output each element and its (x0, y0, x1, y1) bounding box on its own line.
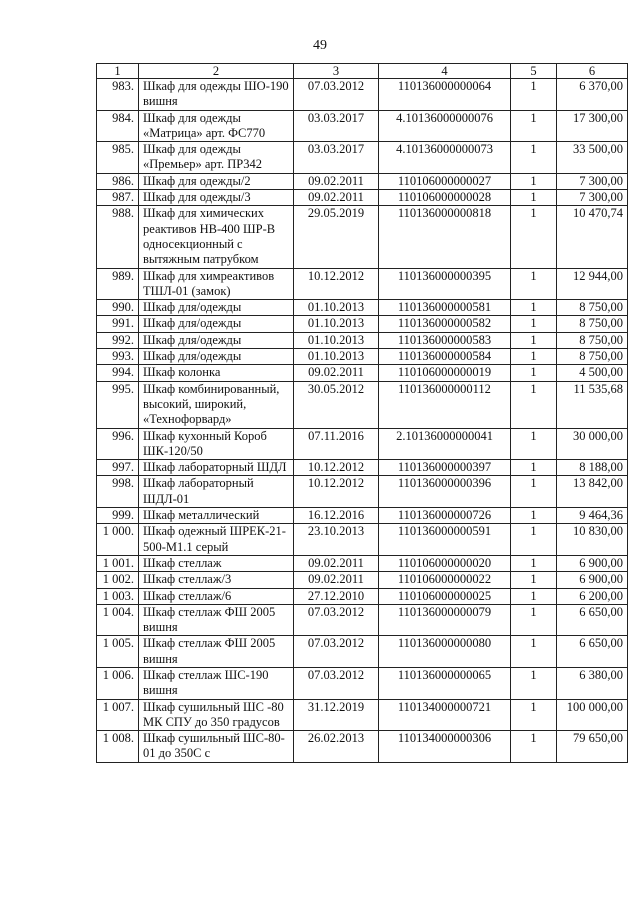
item-name: Шкаф для/одежды (139, 349, 294, 365)
quantity: 1 (511, 667, 557, 699)
table-row (97, 588, 628, 604)
item-name: Шкаф сушильный ШС -80 МК СПУ до 350 градусов (139, 699, 294, 731)
table-row (97, 508, 628, 524)
row-number: 984. (97, 110, 139, 142)
acquisition-date: 09.02.2011 (294, 555, 379, 571)
inventory-number: 2.10136000000041 (379, 428, 511, 460)
cost: 12 944,00 (557, 268, 628, 300)
quantity: 1 (511, 476, 557, 508)
acquisition-date: 03.03.2017 (294, 110, 379, 142)
table-row (97, 636, 628, 668)
inventory-number: 110106000000019 (379, 365, 511, 381)
column-header: 6 (557, 64, 628, 79)
cost: 10 830,00 (557, 524, 628, 556)
item-name: Шкаф лабораторный ШДЛ-01 (139, 476, 294, 508)
item-name: Шкаф стеллаж ФШ 2005 вишня (139, 636, 294, 668)
inventory-number: 110134000000721 (379, 699, 511, 731)
inventory-number: 110136000000112 (379, 381, 511, 428)
cost: 11 535,68 (557, 381, 628, 428)
row-number: 983. (97, 79, 139, 111)
quantity: 1 (511, 572, 557, 588)
acquisition-date: 07.03.2012 (294, 604, 379, 636)
cost: 13 842,00 (557, 476, 628, 508)
inventory-number: 110136000000065 (379, 667, 511, 699)
item-name: Шкаф стеллаж (139, 555, 294, 571)
row-number: 987. (97, 190, 139, 206)
table-row (97, 300, 628, 316)
table-row (97, 79, 628, 111)
item-name: Шкаф стеллаж ФШ 2005 вишня (139, 604, 294, 636)
quantity: 1 (511, 300, 557, 316)
acquisition-date: 03.03.2017 (294, 142, 379, 174)
table-row (97, 667, 628, 699)
table-row (97, 206, 628, 268)
quantity: 1 (511, 316, 557, 332)
cost: 6 200,00 (557, 588, 628, 604)
table-row (97, 173, 628, 189)
quantity: 1 (511, 381, 557, 428)
row-number: 996. (97, 428, 139, 460)
inventory-number: 110136000000396 (379, 476, 511, 508)
table-row (97, 332, 628, 348)
inventory-number: 110136000000726 (379, 508, 511, 524)
row-number: 999. (97, 508, 139, 524)
inventory-number: 110136000000818 (379, 206, 511, 268)
cost: 8 188,00 (557, 460, 628, 476)
acquisition-date: 01.10.2013 (294, 300, 379, 316)
acquisition-date: 09.02.2011 (294, 173, 379, 189)
quantity: 1 (511, 173, 557, 189)
column-header: 3 (294, 64, 379, 79)
inventory-table (96, 63, 628, 763)
cost: 100 000,00 (557, 699, 628, 731)
table-row (97, 381, 628, 428)
acquisition-date: 07.03.2012 (294, 79, 379, 111)
row-number: 990. (97, 300, 139, 316)
acquisition-date: 07.11.2016 (294, 428, 379, 460)
row-number: 1 007. (97, 699, 139, 731)
table-row (97, 365, 628, 381)
item-name: Шкаф сушильный ШС-80-01 до 350С с (139, 731, 294, 763)
item-name: Шкаф для/одежды (139, 300, 294, 316)
quantity: 1 (511, 604, 557, 636)
inventory-number: 110136000000584 (379, 349, 511, 365)
quantity: 1 (511, 190, 557, 206)
acquisition-date: 07.03.2012 (294, 667, 379, 699)
item-name: Шкаф одежный ШРЕК-21-500-М1.1 серый (139, 524, 294, 556)
cost: 8 750,00 (557, 300, 628, 316)
table-row (97, 268, 628, 300)
item-name: Шкаф лабораторный ШДЛ (139, 460, 294, 476)
quantity: 1 (511, 699, 557, 731)
item-name: Шкаф для/одежды (139, 332, 294, 348)
inventory-number: 110136000000397 (379, 460, 511, 476)
quantity: 1 (511, 636, 557, 668)
table-row (97, 349, 628, 365)
column-header: 2 (139, 64, 294, 79)
table-row (97, 731, 628, 763)
acquisition-date: 27.12.2010 (294, 588, 379, 604)
column-header: 5 (511, 64, 557, 79)
quantity: 1 (511, 349, 557, 365)
item-name: Шкаф для одежды/3 (139, 190, 294, 206)
item-name: Шкаф для химреактивов ТШЛ-01 (замок) (139, 268, 294, 300)
table-row (97, 699, 628, 731)
cost: 8 750,00 (557, 316, 628, 332)
row-number: 1 003. (97, 588, 139, 604)
item-name: Шкаф металлический (139, 508, 294, 524)
quantity: 1 (511, 508, 557, 524)
cost: 17 300,00 (557, 110, 628, 142)
row-number: 997. (97, 460, 139, 476)
row-number: 1 001. (97, 555, 139, 571)
inventory-number: 110106000000028 (379, 190, 511, 206)
page-number: 49 (313, 38, 327, 53)
table-row (97, 190, 628, 206)
inventory-number: 110136000000080 (379, 636, 511, 668)
cost: 7 300,00 (557, 190, 628, 206)
inventory-number: 110136000000395 (379, 268, 511, 300)
quantity: 1 (511, 332, 557, 348)
row-number: 1 004. (97, 604, 139, 636)
cost: 79 650,00 (557, 731, 628, 763)
item-name: Шкаф стеллаж ШС-190 вишня (139, 667, 294, 699)
acquisition-date: 10.12.2012 (294, 476, 379, 508)
row-number: 995. (97, 381, 139, 428)
item-name: Шкаф колонка (139, 365, 294, 381)
inventory-number: 110136000000591 (379, 524, 511, 556)
inventory-number: 110134000000306 (379, 731, 511, 763)
table-header-row (97, 64, 628, 79)
cost: 9 464,36 (557, 508, 628, 524)
acquisition-date: 31.12.2019 (294, 699, 379, 731)
quantity: 1 (511, 428, 557, 460)
inventory-number: 110136000000064 (379, 79, 511, 111)
cost: 6 370,00 (557, 79, 628, 111)
table-row (97, 604, 628, 636)
row-number: 998. (97, 476, 139, 508)
row-number: 986. (97, 173, 139, 189)
quantity: 1 (511, 460, 557, 476)
item-name: Шкаф для одежды «Матрица» арт. ФС770 (139, 110, 294, 142)
table-row (97, 572, 628, 588)
acquisition-date: 01.10.2013 (294, 349, 379, 365)
acquisition-date: 30.05.2012 (294, 381, 379, 428)
column-header: 1 (97, 64, 139, 79)
item-name: Шкаф для химических реактивов НВ-400 ШР-В односекционный с вытяжным патрубком (139, 206, 294, 268)
row-number: 993. (97, 349, 139, 365)
quantity: 1 (511, 588, 557, 604)
quantity: 1 (511, 365, 557, 381)
acquisition-date: 10.12.2012 (294, 460, 379, 476)
cost: 4 500,00 (557, 365, 628, 381)
quantity: 1 (511, 731, 557, 763)
table-row (97, 110, 628, 142)
inventory-number: 110136000000079 (379, 604, 511, 636)
item-name: Шкаф комбинированный, высокий, широкий, «Технофорвард» (139, 381, 294, 428)
cost: 8 750,00 (557, 349, 628, 365)
cost: 6 650,00 (557, 604, 628, 636)
quantity: 1 (511, 268, 557, 300)
acquisition-date: 29.05.2019 (294, 206, 379, 268)
cost: 7 300,00 (557, 173, 628, 189)
inventory-number: 110106000000027 (379, 173, 511, 189)
row-number: 992. (97, 332, 139, 348)
table-row (97, 428, 628, 460)
inventory-number: 110136000000582 (379, 316, 511, 332)
inventory-number: 110106000000025 (379, 588, 511, 604)
cost: 6 900,00 (557, 555, 628, 571)
quantity: 1 (511, 110, 557, 142)
row-number: 1 000. (97, 524, 139, 556)
item-name: Шкаф для одежды «Премьер» арт. ПР342 (139, 142, 294, 174)
table-row (97, 555, 628, 571)
quantity: 1 (511, 524, 557, 556)
row-number: 994. (97, 365, 139, 381)
inventory-number: 110136000000583 (379, 332, 511, 348)
acquisition-date: 16.12.2016 (294, 508, 379, 524)
item-name: Шкаф кухонный Короб ШК-120/50 (139, 428, 294, 460)
row-number: 1 008. (97, 731, 139, 763)
item-name: Шкаф для одежды/2 (139, 173, 294, 189)
acquisition-date: 01.10.2013 (294, 332, 379, 348)
row-number: 989. (97, 268, 139, 300)
row-number: 1 005. (97, 636, 139, 668)
acquisition-date: 09.02.2011 (294, 572, 379, 588)
cost: 6 650,00 (557, 636, 628, 668)
item-name: Шкаф для одежды ШО-190 вишня (139, 79, 294, 111)
cost: 8 750,00 (557, 332, 628, 348)
inventory-number: 4.10136000000073 (379, 142, 511, 174)
item-name: Шкаф стеллаж/3 (139, 572, 294, 588)
table-row (97, 476, 628, 508)
inventory-number: 110106000000022 (379, 572, 511, 588)
acquisition-date: 10.12.2012 (294, 268, 379, 300)
column-header: 4 (379, 64, 511, 79)
row-number: 991. (97, 316, 139, 332)
cost: 6 380,00 (557, 667, 628, 699)
row-number: 985. (97, 142, 139, 174)
acquisition-date: 26.02.2013 (294, 731, 379, 763)
table-row (97, 316, 628, 332)
row-number: 1 002. (97, 572, 139, 588)
table-row (97, 142, 628, 174)
quantity: 1 (511, 79, 557, 111)
cost: 6 900,00 (557, 572, 628, 588)
acquisition-date: 01.10.2013 (294, 316, 379, 332)
cost: 10 470,74 (557, 206, 628, 268)
inventory-number: 4.10136000000076 (379, 110, 511, 142)
acquisition-date: 09.02.2011 (294, 190, 379, 206)
cost: 33 500,00 (557, 142, 628, 174)
item-name: Шкаф для/одежды (139, 316, 294, 332)
table-row (97, 460, 628, 476)
quantity: 1 (511, 206, 557, 268)
acquisition-date: 23.10.2013 (294, 524, 379, 556)
cost: 30 000,00 (557, 428, 628, 460)
row-number: 988. (97, 206, 139, 268)
table-row (97, 524, 628, 556)
acquisition-date: 09.02.2011 (294, 365, 379, 381)
inventory-number: 110136000000581 (379, 300, 511, 316)
inventory-number: 110106000000020 (379, 555, 511, 571)
item-name: Шкаф стеллаж/6 (139, 588, 294, 604)
acquisition-date: 07.03.2012 (294, 636, 379, 668)
row-number: 1 006. (97, 667, 139, 699)
quantity: 1 (511, 142, 557, 174)
quantity: 1 (511, 555, 557, 571)
